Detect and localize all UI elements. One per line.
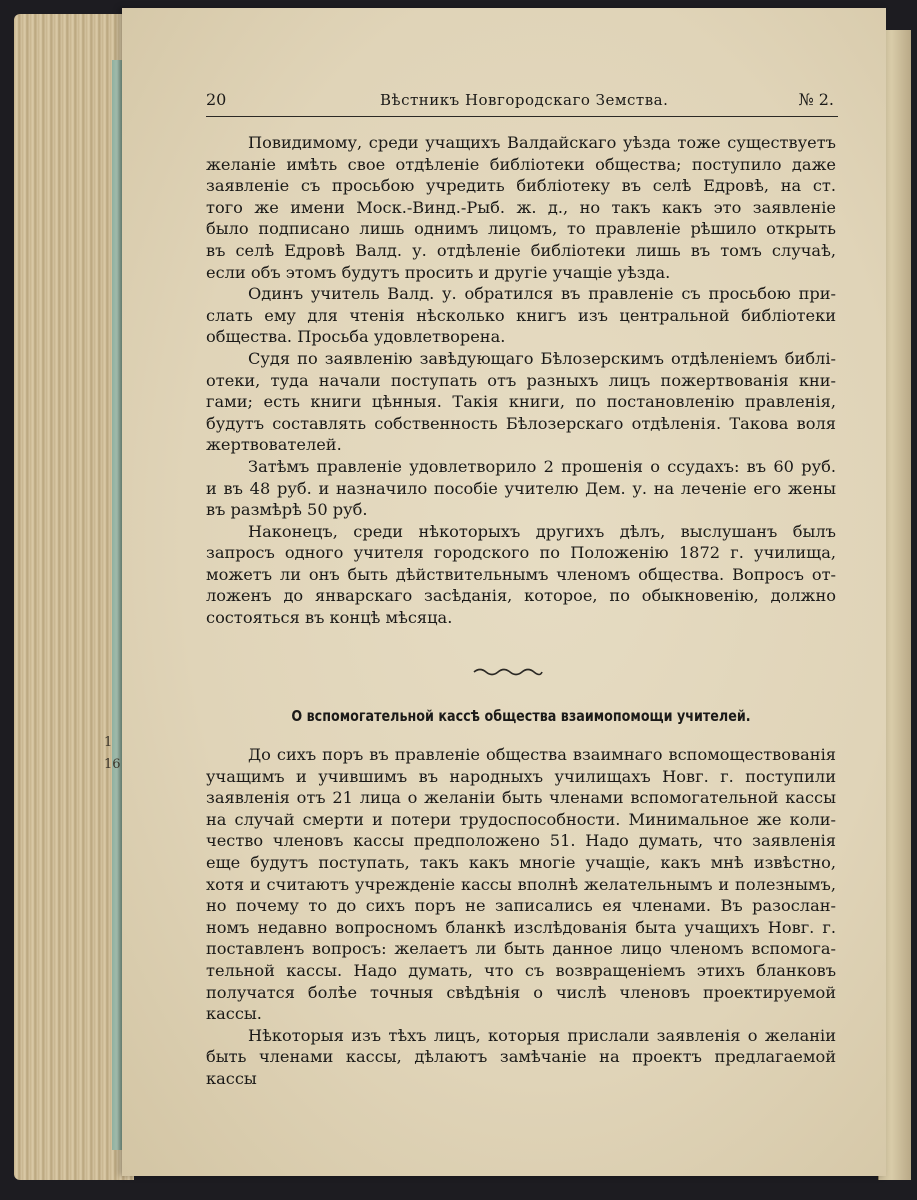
text-line: Судя по заявленію завѣдующаго Бѣлозерскимъ отдѣленіемъ библі- <box>248 348 836 368</box>
text-line: До сихъ поръ въ правленіе общества взаимнаго вспомоществованія <box>248 745 836 764</box>
text-line: можетъ ли онъ быть дѣйствительнымъ членомъ общества. Вопросъ от- <box>206 564 836 584</box>
wavy-separator-ornament <box>472 664 544 678</box>
text-line: быть членами кассы, дѣлаютъ замѣчаніе на проектъ предлагаемой кассы <box>206 1047 836 1088</box>
text-line: получатся болѣе точныя свѣдѣнія о числѣ членовъ проектируемой кассы. <box>206 982 836 1024</box>
text-line: того же имени Моск.-Винд.-Рыб. ж. д., но такъ какъ это заявленіе <box>206 197 836 217</box>
text-line: поставленъ вопросъ: желаетъ ли быть данное лицо членомъ вспомога- <box>206 939 836 959</box>
text-line: тельной кассы. Надо думать, что съ возвращеніемъ этихъ бланковъ <box>206 960 836 980</box>
text-line: и въ 48 руб. и назначило пособіе учителю Дем. у. на леченіе его жены <box>206 478 836 498</box>
text-line: будутъ составлять собственность Бѣлозерскаго отдѣленія. Такова воля <box>206 413 836 433</box>
text-line: отеки, туда начали поступать отъ разныхъ лицъ пожертвованія кни- <box>206 370 836 390</box>
margin-mark: 16 <box>104 757 121 772</box>
text-line: состояться въ концѣ мѣсяца. <box>206 608 453 628</box>
text-line: въ селѣ Едровѣ Валд. у. отдѣленіе библіотеки лишь въ томъ случаѣ, <box>206 240 836 260</box>
page-number: 20 <box>206 90 227 109</box>
margin-mark: 1 <box>104 735 113 750</box>
text-line: жертвователей. <box>206 435 342 455</box>
text-line: чество членовъ кассы предположено 51. Надо думать, что заявленія <box>206 831 836 851</box>
text-line: гами; есть книги цѣнныя. Такія книги, по постановленію правленія, <box>206 392 836 412</box>
text-line: было подписано лишь однимъ лицомъ, то правленіе рѣшило открыть <box>206 219 836 239</box>
text-line: номъ недавно вопросномъ бланкѣ изслѣдованія быта учащихъ Новг. г. <box>206 917 836 937</box>
text-line: хотя и считаютъ учрежденіе кассы вполнѣ желательнымъ и полезнымъ, <box>206 874 836 894</box>
text-line: въ размѣрѣ 50 руб. <box>206 500 368 520</box>
text-line: слать ему для чтенія нѣсколько книгъ изъ центральной библіотеки <box>206 305 836 325</box>
body-text-lower <box>206 744 836 1090</box>
body-text-upper <box>206 132 836 629</box>
text-line: желаніе имѣть свое отдѣленіе библіотеки общества; поступило даже <box>206 154 836 174</box>
text-line: запросъ одного учителя городского по Положенію 1872 г. училища, <box>206 543 836 563</box>
text-line: еще будутъ поступать, такъ какъ многіе учащіе, какъ мнѣ извѣстно, <box>206 852 836 872</box>
issue-number: № 2. <box>798 90 834 109</box>
text-line: заявленія отъ 21 лица о желаніи быть членами вспомогательной кассы <box>206 788 836 808</box>
text-line: если объ этомъ будутъ просить и другіе учащіе уѣзда. <box>206 262 671 282</box>
text-line: Затѣмъ правленіе удовлетворило 2 прошенія о ссудахъ: въ 60 руб. <box>248 456 836 476</box>
text-line: на случай смерти и потери трудоспособности. Минимальное же коли- <box>206 809 836 829</box>
text-line: Повидимому, среди учащихъ Валдайскаго уѣзда тоже существуетъ <box>248 133 836 152</box>
text-line: общества. Просьба удовлетворена. <box>206 327 506 347</box>
section-heading: О вспомогательной кассѣ общества взаимопомощи учителей. <box>291 708 751 725</box>
binding-edge <box>112 60 122 1150</box>
text-line: Одинъ учитель Валд. у. обратился въ правленіе съ просьбою при- <box>248 284 836 304</box>
text-line: заявленіе съ просьбою учредить библіотеку въ селѣ Едровѣ, на ст. <box>206 176 836 196</box>
margin-marks <box>104 732 121 776</box>
text-line: ложенъ до январскаго засѣданія, которое, по обыкновенію, должно <box>206 586 836 606</box>
text-line: Нѣкоторыя изъ тѣхъ лицъ, которыя прислали заявленія о желаніи <box>248 1025 836 1045</box>
text-line: Наконецъ, среди нѣкоторыхъ другихъ дѣлъ, выслушанъ былъ <box>248 521 836 541</box>
text-line: но почему то до сихъ поръ не записались ея членами. Въ разослан- <box>206 896 836 916</box>
journal-title: Вѣстникъ Новгородскаго Земства. <box>380 91 669 109</box>
header-rule <box>206 116 838 117</box>
text-line: учащимъ и учившимъ въ народныхъ училищахъ Новг. г. поступили <box>206 766 836 786</box>
running-header <box>206 88 836 114</box>
